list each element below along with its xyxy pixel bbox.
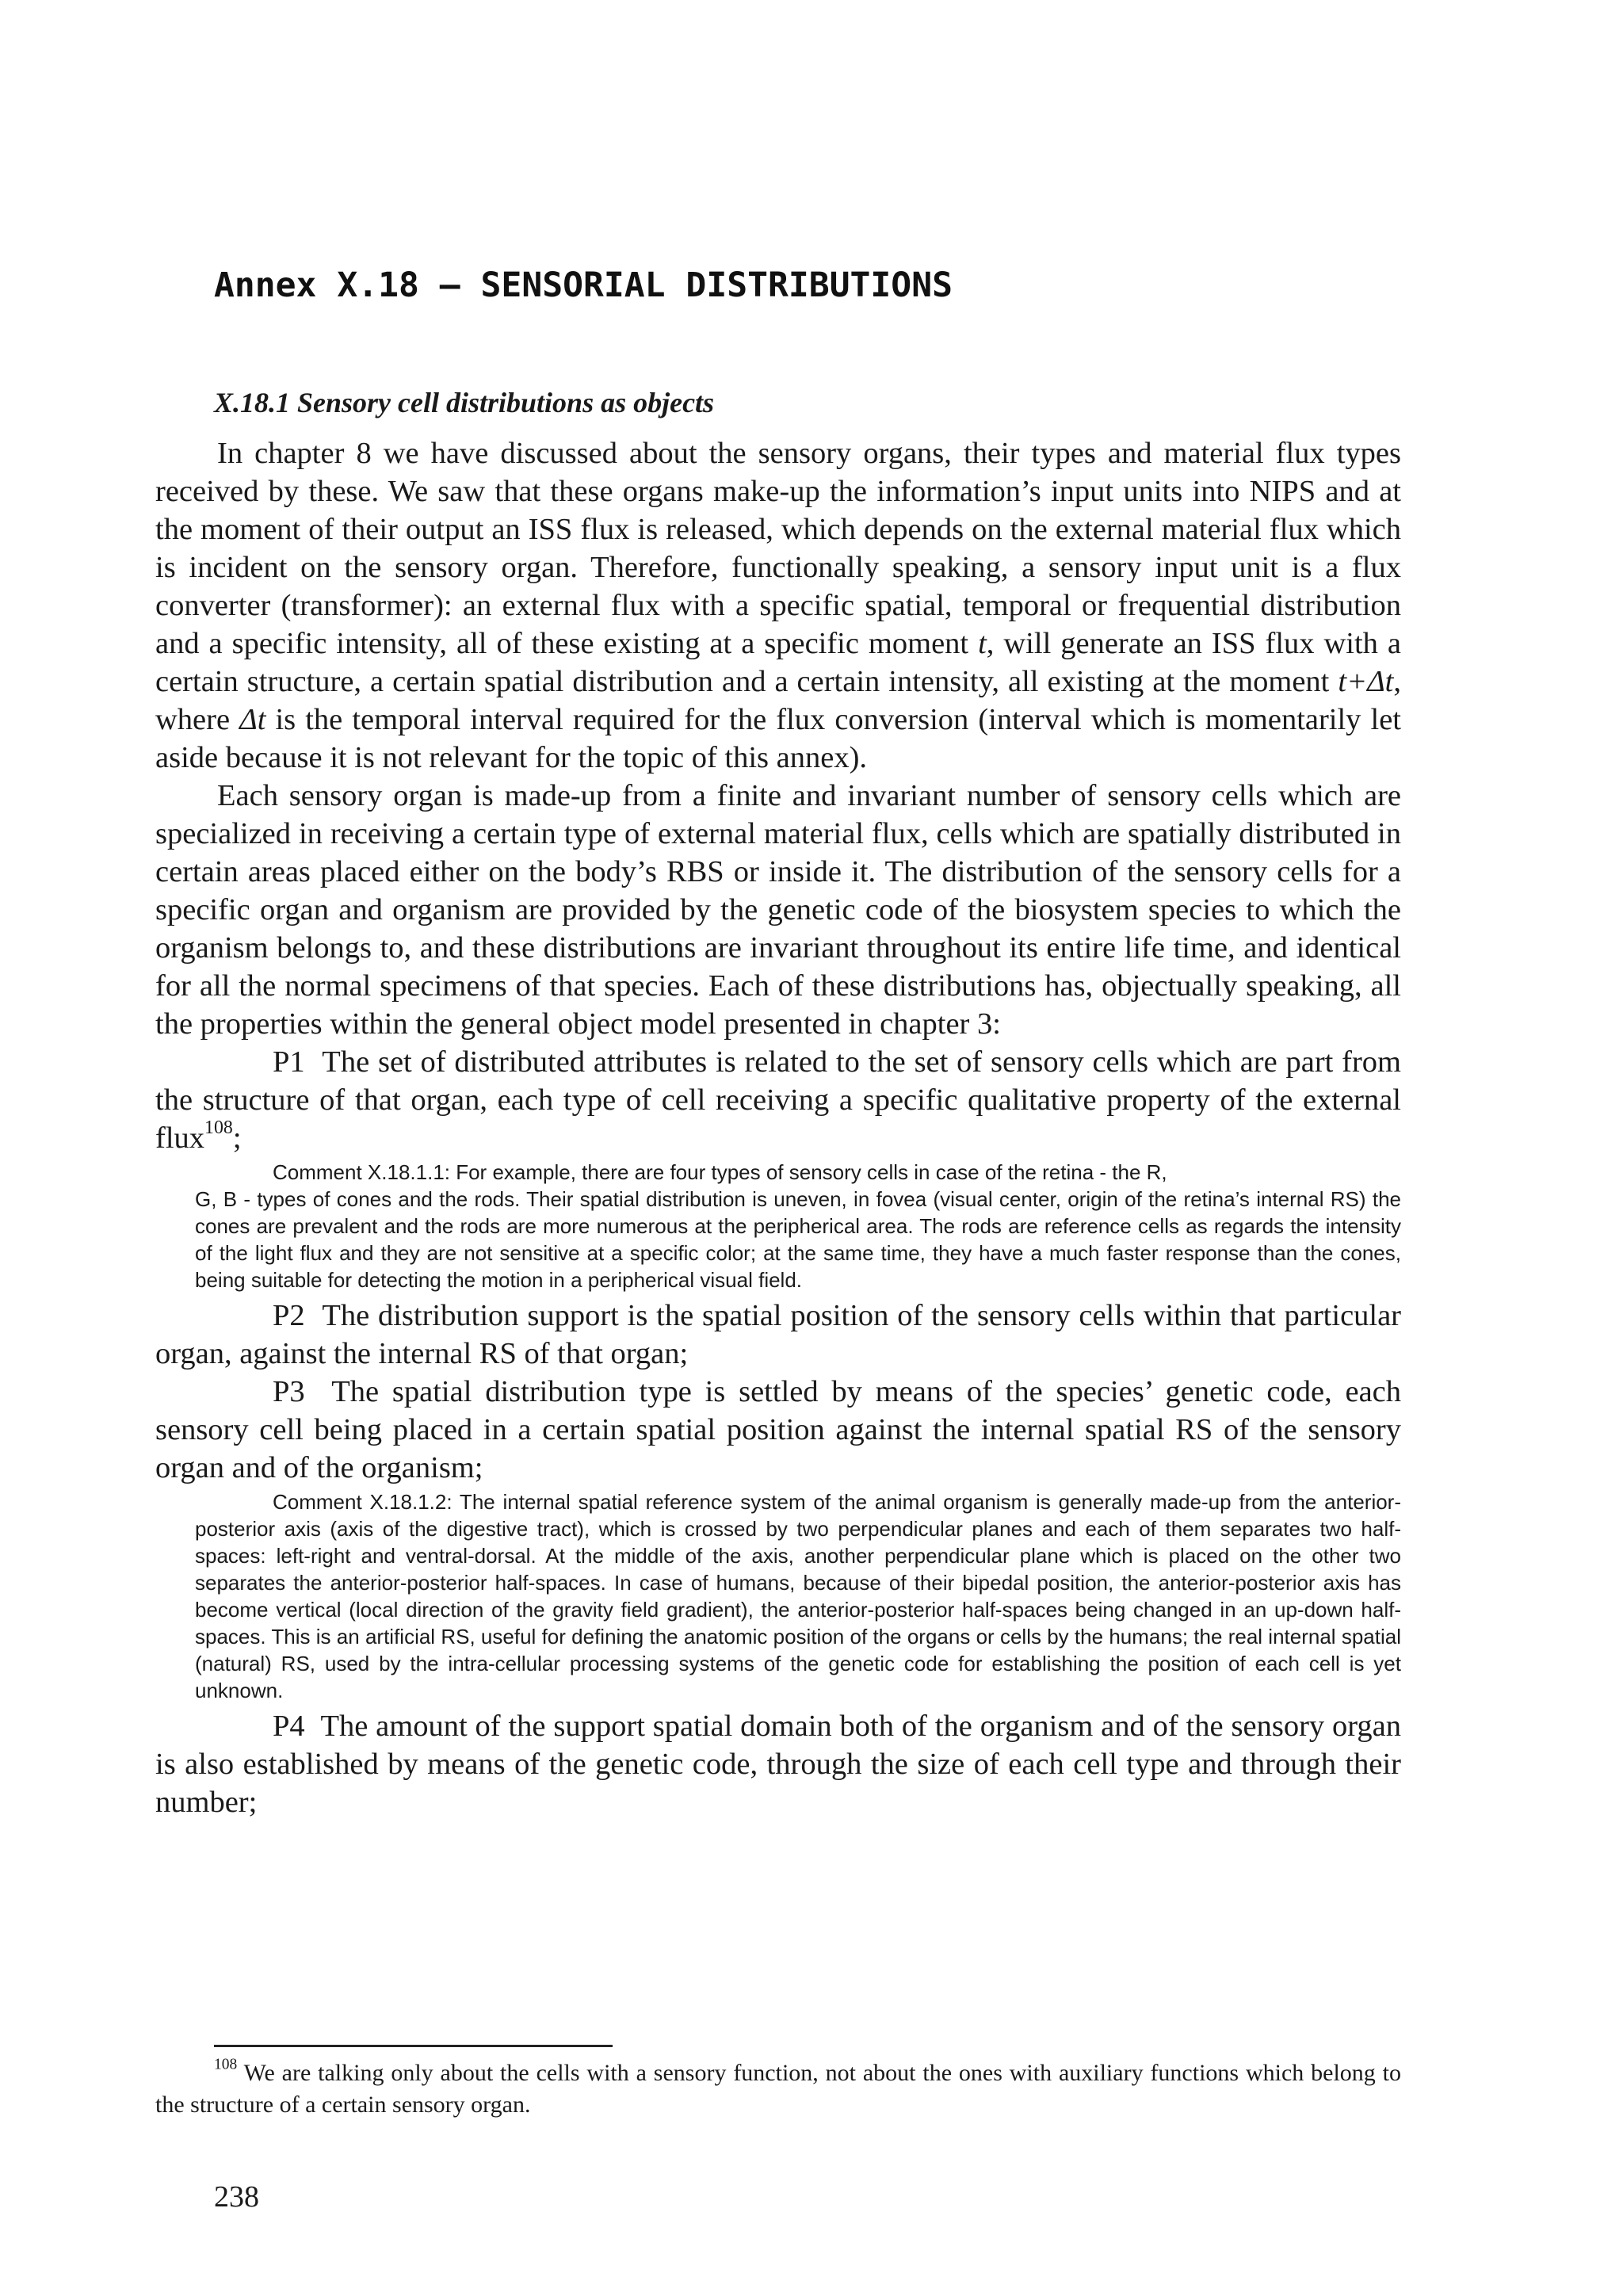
paragraph-1-part-a: In chapter 8 we have discussed about the sensory organs, their types and material flux types received by these. We saw that these organs make-up the information’s input units into NIPS and at the moment of their output an ISS flux is released, which depends on the external material flux which is incident on the sensory organ. Therefore, functionally speaking, a sensory input unit is a flux converter (transformer): an external flux with a specific spatial, temporal or frequential distribution and a specific intensity, all of these existing at a specific moment: [155, 437, 1401, 660]
moment-t-plus-delta: t+Δt: [1338, 665, 1394, 698]
delta-t: Δt: [239, 703, 266, 736]
property-end: ;: [232, 1121, 242, 1155]
comment-first-line: Comment X.18.1.1: For example, there are four types of sensory cells in case of the retina - the R,: [273, 1160, 1167, 1184]
paragraph-1-part-c: , where: [155, 665, 1401, 736]
property-p4: [155, 1707, 1401, 1821]
property-p2: [155, 1297, 1401, 1373]
property-label: P2: [273, 1299, 305, 1332]
page-number: 238: [214, 2180, 259, 2214]
body-text: [155, 434, 1401, 1821]
footnote-108: [155, 2057, 1401, 2121]
section-heading: X.18.1 Sensory cell distributions as objects: [214, 387, 715, 418]
paragraph-1-part-b: , will generate an ISS flux with a certain structure, a certain spatial distribution and a certain intensity, all existing at the moment: [155, 627, 1401, 698]
footnote-text: We are talking only about the cells with a sensory function, not about the ones with auxiliary functions which belong to the structure of a certain sensory organ.: [155, 2060, 1401, 2118]
footnote-number: 108: [214, 2056, 238, 2073]
paragraph-2: Each sensory organ is made-up from a finite and invariant number of sensory cells which are specialized in receiving a certain type of external material flux, cells which are spatially distributed in certain areas placed either on the body’s RBS or inside it. The distribution of the sensory cells for a specific organ and organism are provided by the genetic code of the biosystem species to which the organism belongs to, and these distributions are invariant throughout its entire life time, and identical for all the normal specimens of that species. Each of these distributions has, objectually speaking, all the properties within the general object model presented in chapter 3:: [155, 779, 1401, 1041]
footnote-reference[interactable]: 108: [204, 1117, 233, 1139]
annex-title: Annex X.18 – SENSORIAL DISTRIBUTIONS: [214, 266, 953, 305]
comment-body: G, B - types of cones and the rods. Their spatial distribution is uneven, in fovea (visual center, origin of the retina’s internal RS) the cones are prevalent and the rods are more numerous at the peripherical area. The rods are reference cells as regards the intensity of the light flux and they are not sensitive at a specific color; at the same time, they have a much faster response than the cones, being suitable for detecting the motion in a peripherical visual field.: [195, 1187, 1401, 1292]
property-label: P1: [273, 1045, 305, 1079]
comment-x18-1-1: [155, 1159, 1401, 1293]
property-label: P4: [273, 1710, 305, 1743]
property-text: The set of distributed attributes is related to the set of sensory cells which are part from the structure of that organ, each type of cell receiving a specific qualitative property of the external flux: [155, 1045, 1402, 1155]
footnote-separator: [214, 2045, 613, 2047]
comment-x18-1-2: [155, 1488, 1401, 1704]
property-p3: [155, 1373, 1401, 1487]
property-text: The spatial distribution type is settled by means of the species’ genetic code, each sensory cell being placed in a certain spatial position against the internal spatial RS of the sensory organ and of the organism;: [155, 1375, 1401, 1484]
moment-t: t: [978, 627, 987, 660]
property-text: The amount of the support spatial domain both of the organism and of the sensory organ is also established by means of the genetic code, through the size of each cell type and through their number;: [155, 1710, 1401, 1819]
paragraph-1: [155, 434, 1401, 777]
property-text: The distribution support is the spatial position of the sensory cells within that particular organ, against the internal RS of that organ;: [155, 1299, 1402, 1370]
paragraph-1-part-d: is the temporal interval required for the flux conversion (interval which is momentarily let aside because it is not relevant for the topic of this annex).: [155, 703, 1401, 774]
property-label: P3: [273, 1375, 305, 1408]
comment-body: Comment X.18.1.2: The internal spatial reference system of the animal organism is generally made-up from the anterior-posterior axis (axis of the digestive tract), which is crossed by two perpendicular planes and each of them separates two half-spaces: left-right and ventral-dorsal. At the middle of the axis, another perpendicular plane which is placed on the other two separates the anterior-posterior half-spaces. In case of humans, because of their bipedal position, the anterior-posterior axis has become vertical (local direction of the gravity field gradient), the anterior-posterior half-spaces being changed in an up-down half-spaces. This is an artificial RS, useful for defining the anatomic position of the organs or cells by the humans; the real internal spatial (natural) RS, used by the intra-cellular processing systems of the genetic code for establishing the position of each cell is yet unknown.: [195, 1490, 1401, 1702]
property-p1: [155, 1043, 1401, 1157]
